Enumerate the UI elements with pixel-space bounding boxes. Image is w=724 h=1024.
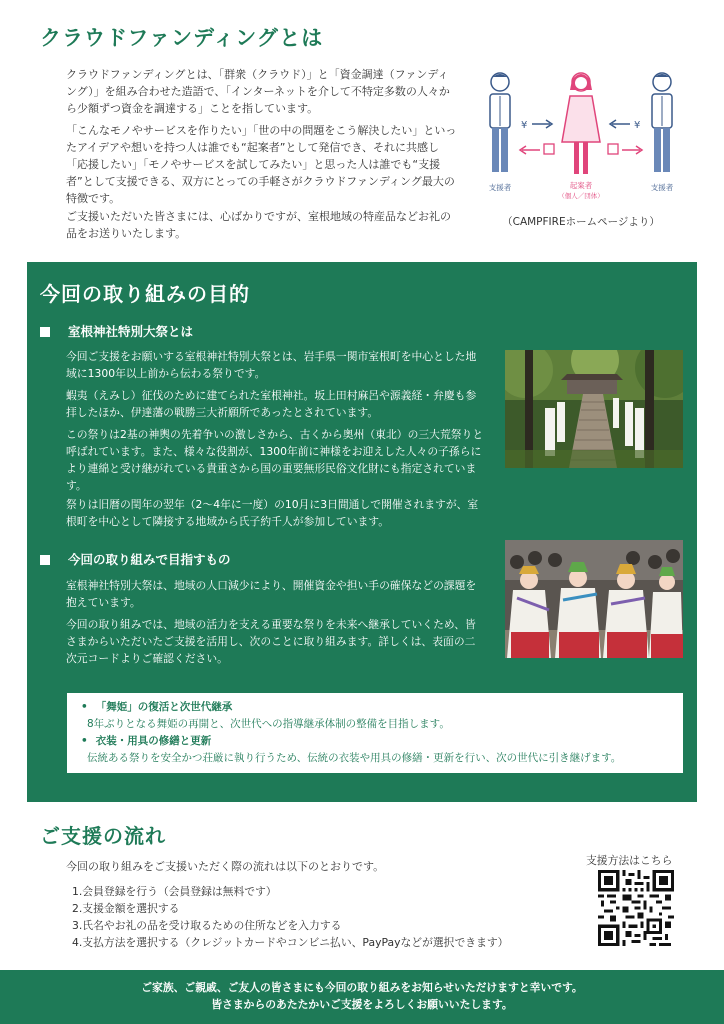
- goal-item-title: • 「舞姫」の復活と次世代継承: [81, 701, 233, 713]
- goal-item-description: 8年ぶりとなる舞姫の再開と、次世代への指導継承体制の整備を目指します。: [87, 718, 450, 730]
- flow-step: 2.支援金額を選択する: [72, 902, 180, 915]
- shrine-steps-photo: [505, 350, 683, 468]
- footer-line-2: 皆さまからのあたたかいご支援をよろしくお願いいたします。: [211, 998, 513, 1011]
- flow-step: 1.会員登録を行う（会員登録は無料です）: [72, 885, 277, 898]
- flow-step: 4.支払方法を選択する（クレジットカードやコンビニ払い、PayPayなどが選択できます）: [72, 936, 509, 949]
- qr-code-icon[interactable]: [598, 870, 674, 946]
- festival-heading: 室根神社特別大祭とは: [40, 322, 193, 340]
- square-bullet-icon: [40, 555, 50, 565]
- intro-paragraph-1: クラウドファンディングとは、「群衆（クラウド）」と「資金調達（ファンディング）」を組み合わせた造語で、「インターネットを介して不特定多数の人々から少額ずつ資金を調達する」ことを指しています。: [66, 68, 450, 115]
- festival-paragraph-4: 祭りは旧暦の閏年の翌年（2～4年に一度）の10月に3日間通しで開催されますが、室根町を中心として隣接する地域から氏子約千人が参加しています。: [66, 498, 479, 528]
- section-title-crowdfunding: クラウドファンディングとは: [40, 26, 324, 50]
- qr-label: 支援方法はこちら: [586, 854, 673, 867]
- figure-caption: （CAMPFIREホームページより）: [502, 216, 660, 228]
- flow-steps-list: [72, 883, 508, 951]
- intro-paragraph-3: ご支援いただいた皆さまには、心ばかりですが、室根地域の特産品などお礼の品をお送りいたします。: [66, 210, 451, 240]
- svg-text:¥: ¥: [521, 120, 528, 131]
- aim-paragraph-1: 室根神社特別大祭は、地域の人口減少により、開催資金や担い手の確保などの課題を抱えています。: [66, 579, 477, 609]
- flow-intro: 今回の取り組みをご支援いただく際の流れは以下のとおりです。: [66, 860, 385, 873]
- footer-banner: [0, 970, 724, 1024]
- footer-line-1: ご家族、ご親戚、ご友人の皆さまにも今回の取り組みをお知らせいただけますと幸いです。: [141, 981, 583, 994]
- supporter-figure-right: [652, 73, 672, 172]
- goal-item-description: 伝統ある祭りを安全かつ荘厳に執り行うため、伝統の衣装や用具の修繕・更新を行い、次の世代に引き継げます。: [87, 752, 622, 764]
- goal-item-title: • 衣装・用具の修繕と更新: [81, 735, 212, 747]
- section-title-purpose: 今回の取り組みの目的: [40, 282, 250, 306]
- festival-paragraph-3: この祭りは2基の神輿の先着争いの激しさから、古くから奥州（東北）の三大荒祭りと呼ばれています。また、様々な役割が、1300年前に神様をお迎えした人々の子孫らにより連綿と受け継がれている貴重さから国の重要無形民俗文化財にも指定されています。: [66, 428, 484, 492]
- svg-text:支援者: 支援者: [650, 183, 674, 192]
- bullet-dot-icon: •: [81, 701, 88, 713]
- goals-box: [67, 693, 683, 773]
- crowdfunding-diagram: [476, 68, 686, 208]
- square-bullet-icon: [40, 327, 50, 337]
- shrine-maiden-dance-photo: [505, 540, 683, 658]
- aim-paragraph-2: 今回の取り組みでは、地域の活力を支える重要な祭りを未来へ継承していくため、皆さまからいただいたご支援を活用し、次のことに取り組みます。詳しくは、表面の二次元コードよりご確認ください。: [66, 618, 476, 665]
- svg-text:起案者: 起案者: [569, 181, 593, 190]
- bullet-dot-icon: •: [81, 735, 88, 747]
- svg-text:支援者: 支援者: [488, 183, 512, 192]
- festival-paragraph-2: 蝦夷（えみし）征伐のために建てられた室根神社。坂上田村麻呂や源義経・弁慶も参拝したほか、伊達藩の戦勝三大祈願所であったとされています。: [66, 389, 477, 419]
- flow-step: 3.氏名やお礼の品を受け取るための住所などを入力する: [72, 919, 342, 932]
- supporter-figure-left: [490, 73, 510, 172]
- intro-paragraph-2: 「こんなモノやサービスを作りたい」「世の中の問題をこう解決したい」といったアイデアや想いを持つ人は誰でも“起案者”として発信でき、それに共感し「応援したい」「モノやサービスを試してみたい」と思った人は誰でも“支援者”として支援できる、双方にとっての手軽さがクラウドファンディング最大の特徴です。: [66, 124, 457, 205]
- gift-arrows: [520, 144, 642, 154]
- section-title-flow: ご支援の流れ: [40, 824, 166, 848]
- festival-paragraph-1: 今回ご支援をお願いする室根神社特別大祭とは、岩手県一関市室根町を中心とした地域に1300年以上前から伝わる祭りです。: [66, 350, 477, 380]
- planner-figure: [562, 73, 600, 174]
- svg-text:¥: ¥: [634, 120, 641, 131]
- aim-heading: 今回の取り組みで目指すもの: [40, 550, 231, 568]
- svg-text:（個人／団体）: （個人／団体）: [558, 192, 604, 200]
